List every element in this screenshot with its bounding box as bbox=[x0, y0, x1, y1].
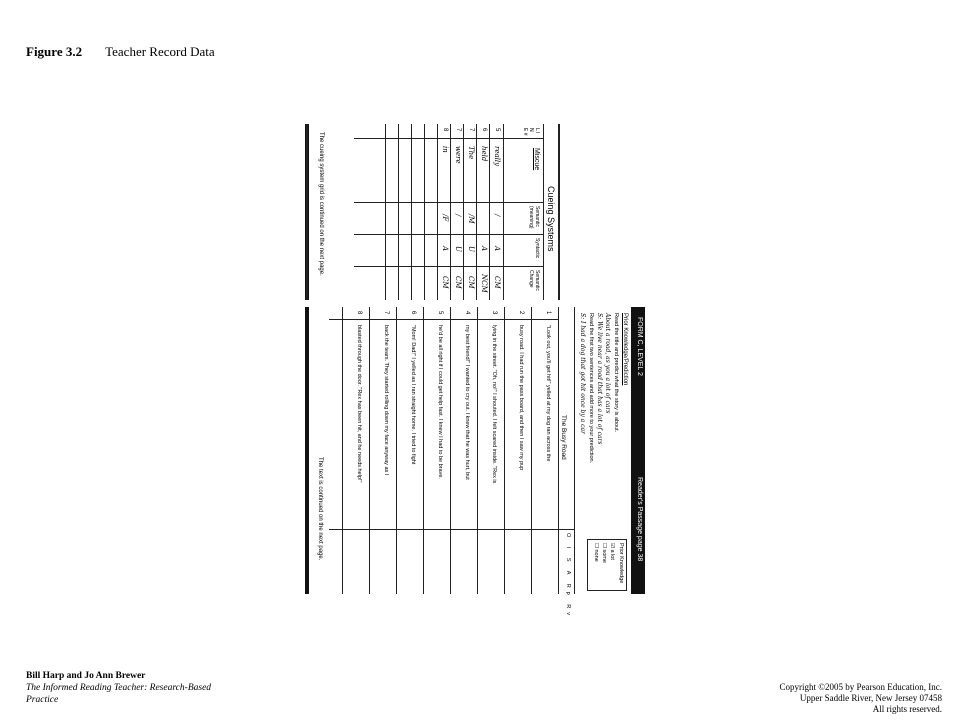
copyright-line-2: Upper Saddle River, New Jersey 07458 bbox=[799, 693, 942, 703]
figure-number: Figure 3.2 bbox=[26, 44, 83, 59]
passage-footer: The text is continued on the next page. bbox=[317, 457, 323, 561]
col-semantic: Semantic (meaning) bbox=[528, 206, 540, 229]
figure-title bbox=[26, 44, 215, 60]
prior-knowledge-box: Prior Knowledge ☑ a lot ☐ some ☐ none bbox=[587, 539, 627, 591]
cueing-systems-scan bbox=[305, 124, 560, 300]
form-level: FORM C, LEVEL 2 bbox=[636, 317, 643, 376]
scoring-columns: O I S A Rp Rv bbox=[565, 533, 571, 619]
col-semantic-change: Semantic Change bbox=[528, 270, 540, 291]
reader-form-scan bbox=[305, 307, 645, 619]
col-miscue: Miscue bbox=[533, 148, 540, 171]
copyright-line-1: Copyright ©2005 by Pearson Education, Inc. bbox=[779, 682, 942, 692]
col-line-number: L I N E # bbox=[522, 128, 540, 136]
copyright-line-3: All rights reserved. bbox=[872, 704, 942, 714]
handwritten-prediction: About a road, as you a lot of cars bbox=[604, 313, 611, 414]
reader-form: FORM C, LEVEL 2 Reader's Passage page 38 Prior Knowledge/Prediction Read the title and predict what the story is about. About a road, as you a lot of cars S: We live near a road that has a lot of cars Read the first two sentences and add more to your prediction. S: I had a dog that got hit once by a car Prior Knowledge ☑ a lot ☐ some ☐ none The Busy Road O I S A Rp Rv 1 "Look out, you'll get hit!" yelled at my dog ran across the 2 busy road. I had run the pass board, and then I saw my pup 3 lying in the street. "Oh, no!" I shouted. I felt scared inside. "Rex is 4 my best friend!" I wanted to cry out. I knew that he was hurt, but 5 he'd be all right if I could get help fast. I knew I had to be brave. 6 "Mom! Dad!" I yelled as I ran straight home. I tried to fight 7 back the tears. They started rolling down my face anyway as I 8 blasted through the door. "Rex has been hit, and he needs help!" The text is continued on the next page. bbox=[305, 307, 645, 594]
book-credit bbox=[26, 670, 241, 706]
prediction-instruction: Read the title and predict what the story is about. bbox=[613, 313, 619, 433]
passage-title: The Busy Road bbox=[560, 415, 567, 460]
col-syntactic: Syntactic bbox=[534, 238, 540, 259]
prior-knowledge-title: Prior Knowledge/Prediction bbox=[622, 313, 628, 386]
passage-page: Reader's Passage page 38 bbox=[636, 477, 643, 562]
authors: Bill Harp and Jo Ann Brewer bbox=[26, 671, 146, 681]
cueing-systems-grid: Cueing Systems L I N E # Miscue Semantic (meaning) Syntactic Semantic Change 5 really / A CM 6 held A NCM 7 The /M U CM 7 were / U CM 8 in /F A CM The cueing system grid is continued on the next page. bbox=[305, 124, 560, 300]
cueing-title: Cueing Systems bbox=[546, 186, 556, 252]
book-title: The Informed Reading Teacher: Research-Based Practice bbox=[26, 683, 212, 705]
figure-caption: Teacher Record Data bbox=[105, 44, 215, 59]
cueing-footer: The cueing system grid is continued on the next page. bbox=[318, 132, 324, 276]
copyright-notice bbox=[702, 682, 942, 715]
